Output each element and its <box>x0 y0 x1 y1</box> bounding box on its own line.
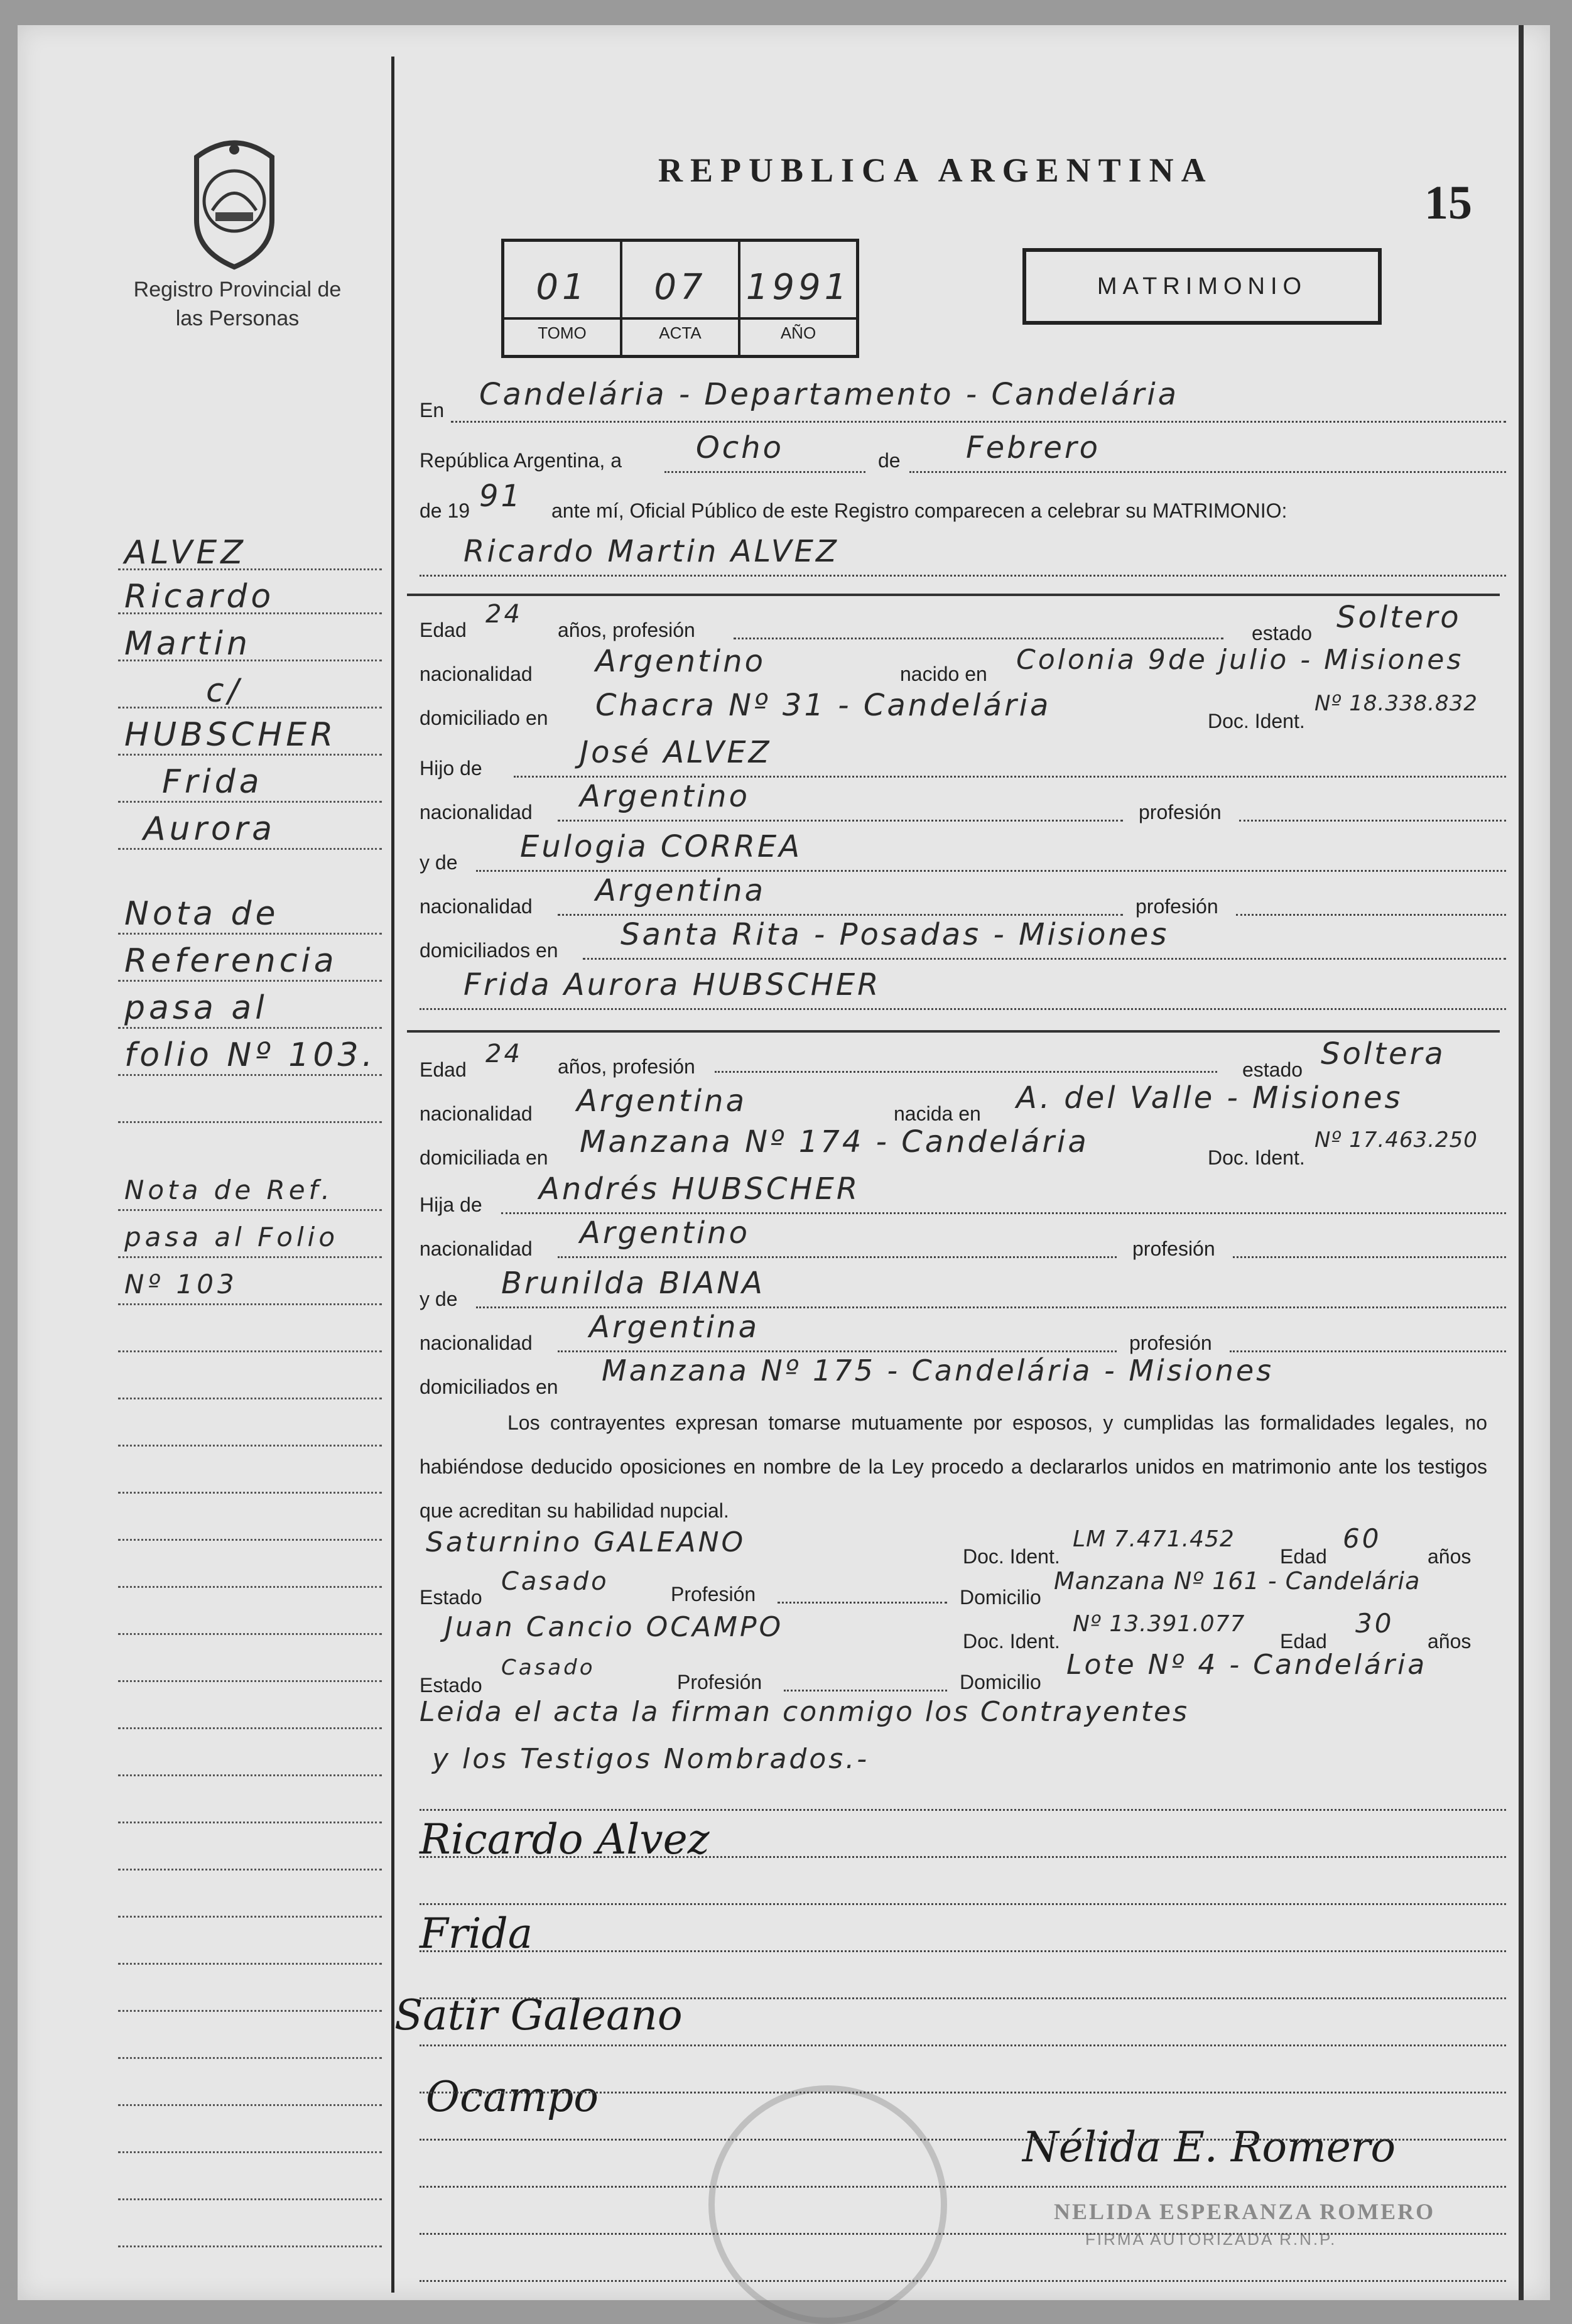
bride-mother-nat-line <box>558 1350 1117 1352</box>
margin-rule <box>118 980 382 982</box>
month-value: Febrero <box>966 430 1100 465</box>
groom-domicilio: Chacra Nº 31 - Candelária <box>595 688 1051 723</box>
witness1-edad-label: Edad <box>1280 1545 1327 1568</box>
ruled-line <box>420 1856 1506 1858</box>
acta-value: 07 <box>654 267 707 308</box>
witness2-doc-label: Doc. Ident. <box>963 1630 1060 1653</box>
bride-yde-label: y de <box>420 1288 458 1310</box>
signature-bride: Frida <box>420 1909 533 1958</box>
margin-rule <box>118 1539 382 1541</box>
margin-rule <box>118 754 382 756</box>
ruled-line <box>420 1950 1506 1952</box>
day-line <box>664 471 865 473</box>
witness1-domicilio: Manzana Nº 161 - Candelária <box>1054 1567 1421 1595</box>
bride-domicilio-label: domiciliada en <box>420 1146 548 1169</box>
margin-surname-groom: ALVEZ <box>124 534 247 572</box>
bride-name-line <box>420 1008 1506 1010</box>
official-stamp-text: NELIDA ESPERANZA ROMERO <box>1054 2199 1436 2224</box>
country-title: REPUBLICA ARGENTINA <box>658 151 1213 189</box>
provincial-seal-icon <box>187 132 281 270</box>
bride-mother-prof-line <box>1230 1350 1506 1352</box>
bride-profesion-label: años, profesión <box>558 1055 695 1078</box>
margin-rule <box>118 1445 382 1447</box>
margin-rule <box>118 1916 382 1918</box>
witness2-age: 30 <box>1355 1608 1394 1639</box>
margin-note2-line1: Nota de Ref. <box>124 1175 333 1205</box>
witness1-doc-label: Doc. Ident. <box>963 1545 1060 1568</box>
margin-given-bride-a: Frida <box>162 763 263 801</box>
groom-parents-dom-line <box>583 958 1506 960</box>
groom-father: José ALVEZ <box>580 735 772 770</box>
bride-father-nat-label: nacionalidad <box>420 1237 533 1260</box>
groom-estado-label: estado <box>1252 622 1313 644</box>
groom-mother-nat: Argentina <box>595 873 766 908</box>
closing-line-2: y los Testigos Nombrados.- <box>432 1743 870 1775</box>
margin-rule <box>118 707 382 709</box>
witness2-estado-label: Estado <box>420 1674 482 1697</box>
groom-yde-label: y de <box>420 851 458 874</box>
statement-text: ante mí, Oficial Público de este Registro comparecen a celebrar su MATRIMONIO: <box>551 499 1287 522</box>
ruled-line <box>420 2139 1506 2141</box>
witness2-name: Juan Cancio OCAMPO <box>445 1611 784 1643</box>
margin-rule <box>118 660 382 661</box>
groom-nationality: Argentino <box>595 644 766 679</box>
witness1-profesion-label: Profesión <box>671 1583 756 1605</box>
registry-label: Registro Provincial de las Personas <box>133 278 342 330</box>
year-prefix: de 19 <box>420 499 470 522</box>
witness2-profesion-label: Profesión <box>677 1671 762 1693</box>
bride-doc: Nº 17.463.250 <box>1315 1127 1478 1153</box>
margin-surname-bride: HUBSCHER <box>124 716 337 754</box>
margin-rule <box>118 1822 382 1823</box>
ruled-line <box>420 2233 1506 2235</box>
witness2-anos-label: años <box>1428 1630 1472 1653</box>
declaration-text: Los contrayentes expresan tomarse mutuamente por esposos, y cumplidas las formalidades legales, no habiéndose deducido oposiciones en nombre de la Ley procedo a declararlos unidos en matrimonio ante los testigos que acreditan su habilidad nupcial. <box>420 1411 1487 1522</box>
margin-rule <box>118 1586 382 1588</box>
column-divider <box>391 57 394 2293</box>
groom-hijo-label: Hijo de <box>420 757 482 779</box>
witness2-estado: Casado <box>501 1655 595 1680</box>
witness2-domicilio-label: Domicilio <box>960 1671 1041 1693</box>
ruled-line <box>420 1809 1506 1811</box>
margin-rule <box>118 848 382 850</box>
witness1-name: Saturnino GALEANO <box>426 1526 746 1558</box>
margin-rule <box>118 2010 382 2012</box>
bride-doc-label: Doc. Ident. <box>1208 1146 1305 1169</box>
bride-mother-prof-label: profesión <box>1129 1332 1212 1354</box>
witness1-estado: Casado <box>501 1567 609 1596</box>
margin-note2-line3: Nº 103 <box>124 1269 238 1300</box>
margin-rule <box>118 1074 382 1076</box>
margin-rule <box>118 1680 382 1682</box>
margin-rule <box>118 2245 382 2247</box>
bride-name: Frida Aurora HUBSCHER <box>463 967 881 1002</box>
groom-father-nat: Argentino <box>580 779 750 814</box>
margin-note1-line4: folio Nº 103. <box>124 1036 377 1074</box>
groom-name-line <box>420 575 1506 577</box>
bride-age: 24 <box>485 1040 523 1068</box>
margin-rule <box>118 1121 382 1123</box>
groom-mother-nat-line <box>558 914 1123 916</box>
margin-rule <box>118 1963 382 1965</box>
margin-rule <box>118 2057 382 2059</box>
margin-note2-line2: pasa al Folio <box>124 1222 339 1252</box>
groom-father-nat-label: nacionalidad <box>420 801 533 823</box>
en-label: En <box>420 399 445 421</box>
margin-rule <box>118 1398 382 1399</box>
tomo-cell <box>504 242 622 355</box>
margin-rule <box>118 1256 382 1258</box>
groom-father-line <box>514 776 1506 778</box>
margin-rule <box>118 612 382 614</box>
margin-rule <box>118 1633 382 1635</box>
bride-nacida-label: nacida en <box>894 1102 981 1125</box>
ruled-line <box>420 2186 1506 2188</box>
groom-nat-label: nacionalidad <box>420 663 533 685</box>
margin-rule <box>118 1350 382 1352</box>
ruled-line <box>420 2092 1506 2093</box>
margin-conjunction: c/ <box>206 672 243 710</box>
groom-doc: Nº 18.338.832 <box>1315 691 1478 716</box>
margin-rule <box>118 2151 382 2153</box>
bride-nationality: Argentina <box>577 1083 747 1119</box>
bride-hija-label: Hija de <box>420 1193 482 1216</box>
margin-rule <box>118 801 382 803</box>
ano-value: 1991 <box>745 267 851 308</box>
groom-profesion-label: años, profesión <box>558 619 695 641</box>
groom-mother-line <box>476 870 1506 872</box>
signature-witness1: Satir Galeano <box>394 1991 683 2039</box>
republic-label: República Argentina, a <box>420 449 622 472</box>
groom-father-nat-line <box>558 820 1123 822</box>
ano-label: AÑO <box>740 317 856 343</box>
margin-note1-line3: pasa al <box>124 989 268 1027</box>
groom-parents-dom: Santa Rita - Posadas - Misiones <box>621 917 1169 952</box>
groom-name: Ricardo Martin ALVEZ <box>463 534 839 569</box>
folio-number: 15 <box>1424 176 1472 229</box>
bride-parents-dom-label: domiciliados en <box>420 1376 558 1398</box>
groom-edad-label: Edad <box>420 619 467 641</box>
groom-age: 24 <box>485 600 523 629</box>
place-value: Candelária - Departamento - Candelária <box>479 377 1179 412</box>
margin-rule <box>118 1027 382 1029</box>
ruled-line <box>420 2280 1506 2282</box>
ruled-line <box>420 1903 1506 1905</box>
witness1-anos-label: años <box>1428 1545 1472 1568</box>
section-rule <box>407 594 1500 596</box>
de-label: de <box>878 449 901 472</box>
witness2-doc: Nº 13.391.077 <box>1073 1611 1245 1637</box>
margin-rule <box>118 933 382 935</box>
day-value: Ocho <box>696 430 784 465</box>
act-number-box <box>501 239 859 358</box>
margin-given-bride-b: Aurora <box>143 810 276 848</box>
witness1-doc: LM 7.471.452 <box>1073 1526 1235 1552</box>
margin-rule <box>118 1727 382 1729</box>
registry-stamp <box>708 2085 947 2324</box>
bride-edad-label: Edad <box>420 1058 467 1081</box>
bride-domicilio: Manzana Nº 174 - Candelária <box>580 1124 1089 1159</box>
bride-father-nat: Argentino <box>580 1215 750 1251</box>
signature-groom: Ricardo Alvez <box>420 1815 710 1864</box>
tomo-value: 01 <box>536 267 588 308</box>
witness1-profesion-line <box>778 1602 947 1604</box>
acta-label: ACTA <box>622 317 738 343</box>
official-stamp-subtext: FIRMA AUTORIZADA R.N.P. <box>1085 2230 1337 2249</box>
bride-mother-line <box>476 1306 1506 1308</box>
margin-given-groom-b: Martin <box>124 625 251 663</box>
groom-mother-prof-label: profesión <box>1136 895 1218 918</box>
bride-birthplace: A. del Valle - Misiones <box>1016 1080 1403 1116</box>
bride-father: Andrés HUBSCHER <box>539 1171 860 1207</box>
groom-estado: Soltero <box>1336 600 1461 635</box>
groom-mother-prof-line <box>1236 914 1506 916</box>
margin-rule <box>118 2198 382 2200</box>
bride-father-line <box>501 1212 1506 1214</box>
margin-note1-line2: Referencia <box>124 942 338 980</box>
acta-cell <box>622 242 740 355</box>
margin-rule <box>118 1869 382 1871</box>
groom-nacido-label: nacido en <box>900 663 987 685</box>
register-page <box>18 25 1550 2300</box>
month-line <box>909 471 1506 473</box>
witness1-age: 60 <box>1343 1523 1382 1554</box>
groom-birthplace: Colonia 9de julio - Misiones <box>1016 644 1464 676</box>
witness2-edad-label: Edad <box>1280 1630 1327 1653</box>
groom-father-prof-line <box>1239 820 1506 822</box>
bride-father-prof-line <box>1233 1256 1506 1258</box>
tomo-label: TOMO <box>504 317 620 343</box>
bride-father-nat-line <box>558 1256 1117 1258</box>
ruled-line <box>420 2044 1506 2046</box>
margin-rule <box>118 1303 382 1305</box>
ano-cell <box>740 242 856 355</box>
witness2-profesion-line <box>784 1690 947 1691</box>
witness1-domicilio-label: Domicilio <box>960 1586 1041 1609</box>
margin-rule <box>118 2104 382 2106</box>
signature-witness2: Ocampo <box>426 2073 599 2121</box>
bride-parents-dom: Manzana Nº 175 - Candelária - Misiones <box>602 1354 1274 1387</box>
place-line <box>451 421 1506 423</box>
bride-mother-nat-label: nacionalidad <box>420 1332 533 1354</box>
bride-estado: Soltera <box>1321 1036 1446 1072</box>
bride-father-prof-label: profesión <box>1132 1237 1215 1260</box>
groom-profesion-line <box>734 638 1223 639</box>
margin-rule <box>118 1492 382 1494</box>
witness1-estado-label: Estado <box>420 1586 482 1609</box>
groom-mother: Eulogia CORREA <box>520 829 803 864</box>
bride-mother-nat: Argentina <box>589 1310 759 1345</box>
section-rule <box>407 1030 1500 1033</box>
margin-given-groom-a: Ricardo <box>124 578 275 616</box>
ruled-line <box>420 1997 1506 1999</box>
bride-profesion-line <box>715 1071 1217 1073</box>
witness2-domicilio: Lote Nº 4 - Candelária <box>1066 1649 1428 1681</box>
margin-rule <box>118 1774 382 1776</box>
groom-father-prof-label: profesión <box>1139 801 1222 823</box>
year-suffix: 91 <box>479 479 523 514</box>
bride-estado-label: estado <box>1242 1058 1303 1081</box>
bride-nat-label: nacionalidad <box>420 1102 533 1125</box>
signature-official: Nélida E. Romero <box>1022 2123 1396 2171</box>
margin-note1-line1: Nota de <box>124 895 279 933</box>
margin-rule <box>118 568 382 570</box>
groom-mother-nat-label: nacionalidad <box>420 895 533 918</box>
bride-mother: Brunilda BIANA <box>501 1266 765 1301</box>
margin-rule <box>118 1209 382 1211</box>
groom-domicilio-label: domiciliado en <box>420 707 548 729</box>
groom-doc-label: Doc. Ident. <box>1208 710 1305 732</box>
closing-line-1: Leida el acta la firman conmigo los Contrayentes <box>420 1696 1190 1728</box>
act-type-box: MATRIMONIO <box>1022 248 1382 325</box>
groom-parents-dom-label: domiciliados en <box>420 939 558 962</box>
